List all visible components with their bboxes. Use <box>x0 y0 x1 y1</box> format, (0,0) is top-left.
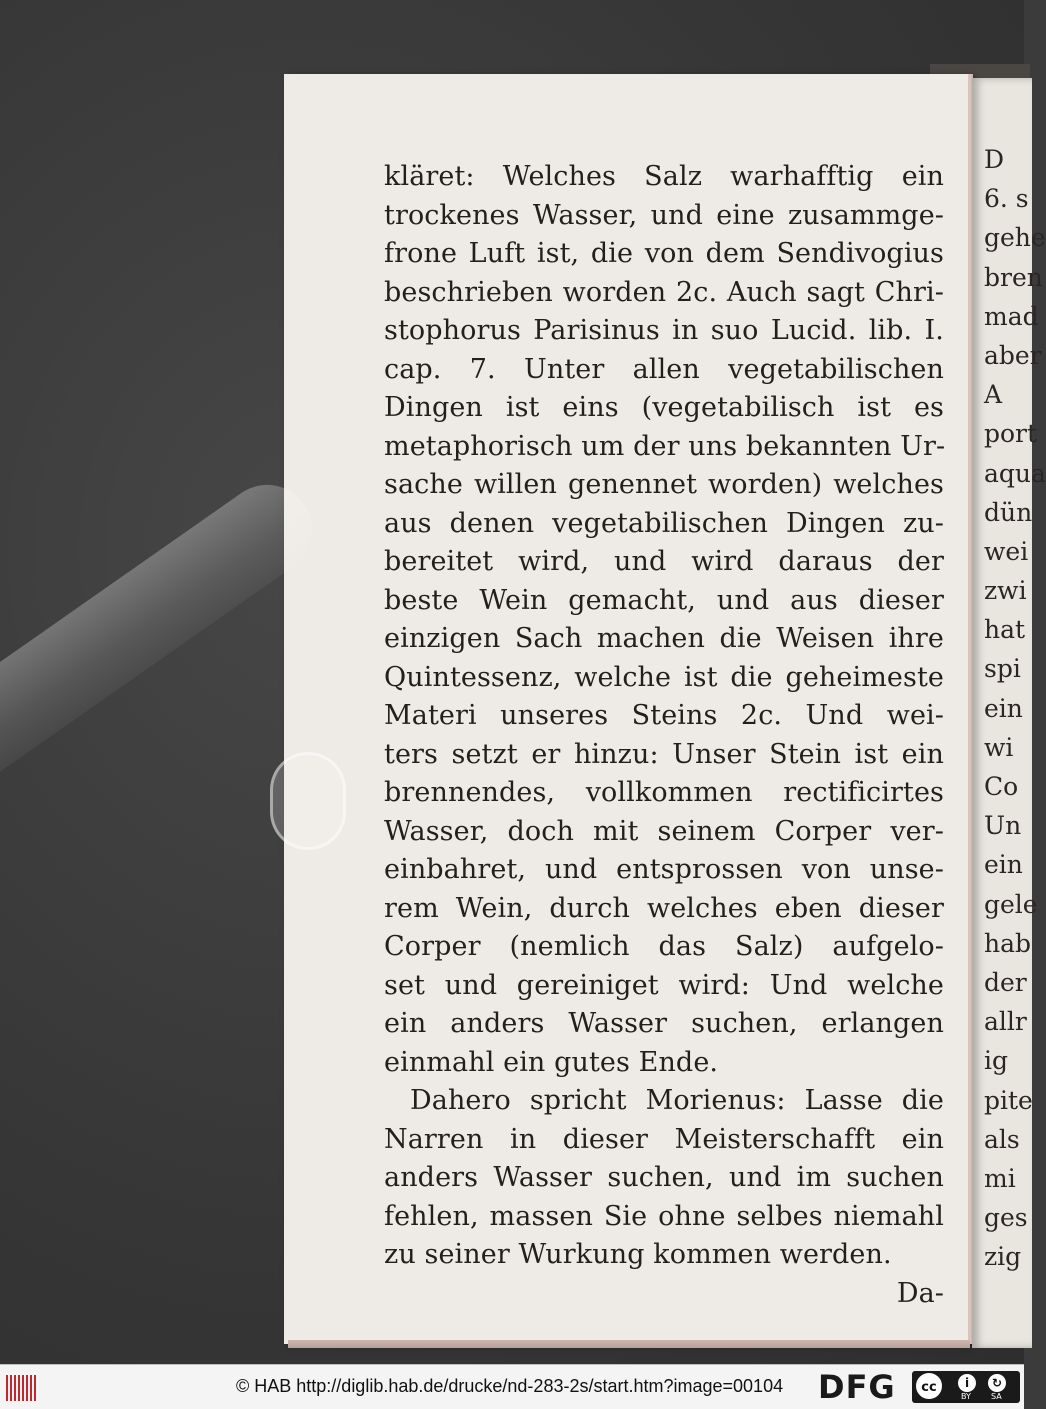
text-line: ein anders Wasser suchen, erlangen <box>384 1008 944 1039</box>
page-edge <box>288 1340 970 1348</box>
sa-label: SA <box>991 1392 1002 1401</box>
text-line: frone Luft ist, die von dem Sendivogius <box>384 238 944 269</box>
next-page-text-fragment: hab <box>984 928 1032 958</box>
copyright-link[interactable]: © HAB http://diglib.hab.de/drucke/nd-283-2s/start.htm?image=00104 <box>236 1376 784 1396</box>
text-line: Narren in dieser Meisterschafft ein <box>384 1123 944 1155</box>
text-line: beste Wein gemacht, und aus dieser <box>384 584 944 616</box>
next-page-text-fragment: mad <box>984 301 1039 331</box>
next-page-text-fragment: spi <box>984 654 1021 684</box>
next-page-text-fragment: wi <box>984 732 1014 762</box>
viewer-footer <box>0 1364 1024 1409</box>
text-line: Materi unseres Steins 2c. Und wei- <box>384 700 944 731</box>
text-line: Dahero spricht Morienus: Lasse die <box>410 1085 944 1116</box>
text-line: einzigen Sach machen die Weisen ihre <box>384 623 944 654</box>
by-icon: i <box>958 1374 976 1392</box>
text-line: zu seiner Wurkung kommen werden. <box>384 1239 892 1270</box>
next-page-text-fragment: der <box>984 967 1027 997</box>
next-page-text-fragment: Un <box>984 811 1022 841</box>
next-page-text-fragment: bren <box>984 262 1043 292</box>
dfg-logo[interactable]: DFG <box>818 1368 896 1406</box>
text-line: kläret: Welches Salz warhafftig ein <box>384 161 944 192</box>
text-line: set und gereiniget wird: Und welche <box>384 969 944 1001</box>
text-line: stophorus Parisinus in suo Lucid. lib. I. <box>384 315 944 346</box>
text-line: sache willen genennet worden) welches <box>384 469 944 500</box>
text-line: Dingen ist eins (vegetabilisch ist es <box>384 392 944 423</box>
next-page-text-fragment: als <box>984 1124 1020 1154</box>
glass-weight-glare <box>0 467 330 782</box>
text-line: einmahl ein gutes Ende. <box>384 1046 719 1078</box>
text-line: rem Wein, durch welches eben dieser <box>384 892 944 924</box>
text-line: einbahret, und entsprossen von unse- <box>384 854 944 885</box>
next-page-text-fragment: aber <box>984 340 1042 370</box>
next-page-text-fragment: gehe <box>984 223 1046 253</box>
text-line: anders Wasser suchen, und im suchen <box>384 1162 944 1193</box>
text-line: Corper (nemlich das Salz) aufgelo- <box>384 931 944 962</box>
next-page-text-fragment: hat <box>984 615 1026 645</box>
text-line: ters setzt er hinzu: Unser Stein ist ein <box>384 738 944 770</box>
next-page-text-fragment: ein <box>984 693 1023 723</box>
cc-icon: cc <box>916 1373 942 1399</box>
next-page-text-fragment: dün <box>984 497 1033 527</box>
next-page-text-fragment: A <box>984 380 1003 410</box>
next-page-text-fragment: ig <box>984 1046 1008 1076</box>
next-page-text-fragment: ein <box>984 850 1023 880</box>
text-line: cap. 7. Unter allen vegetabilischen <box>384 353 944 385</box>
hab-logo-icon[interactable] <box>6 1375 36 1401</box>
next-page-text-fragment: mi <box>984 1163 1016 1193</box>
next-page-text-fragment: port <box>984 419 1038 449</box>
next-page-text-fragment: aqua <box>984 458 1046 488</box>
text-line: Quintessenz, welche ist die geheimeste <box>384 661 944 693</box>
next-page-text-fragment: wei <box>984 536 1029 566</box>
text-line: brennendes, vollkommen rectificirtes <box>384 777 944 808</box>
next-page-text-fragment: allr <box>984 1007 1027 1037</box>
next-page-text-fragment: zig <box>984 1242 1022 1272</box>
text-line: trockenes Wasser, und eine zusammge- <box>384 199 944 231</box>
text-line: fehlen, massen Sie ohne selbes niemahl <box>384 1200 944 1232</box>
glass-weight-tip <box>270 752 346 850</box>
cc-license-badge[interactable] <box>912 1371 1020 1403</box>
text-line: metaphorisch um der uns bekannten Ur- <box>384 430 946 462</box>
next-page-text-fragment: ges <box>984 1203 1028 1233</box>
next-page-text-fragment: 6. s <box>984 184 1029 214</box>
text-line: beschrieben worden 2c. Auch sagt Chri- <box>384 276 944 308</box>
next-page-text-fragment: Co <box>984 772 1019 801</box>
page-text <box>384 158 944 1313</box>
next-page-text-fragment: zwi <box>984 576 1027 606</box>
by-label: BY <box>961 1392 971 1401</box>
next-page-text-fragment: pite <box>984 1085 1033 1115</box>
text-line: aus denen vegetabilischen Dingen zu- <box>384 507 944 539</box>
next-page-text-fragment: D <box>984 145 1005 174</box>
text-line: bereitet wird, und wird daraus der <box>384 546 944 577</box>
next-page-fragment <box>972 78 1046 1348</box>
sa-icon: ↻ <box>988 1374 1006 1392</box>
text-line: Wasser, doch mit seinem Corper ver- <box>384 815 944 847</box>
next-page-text-fragment: gele <box>984 889 1038 919</box>
catchword: Da- <box>896 1277 944 1309</box>
